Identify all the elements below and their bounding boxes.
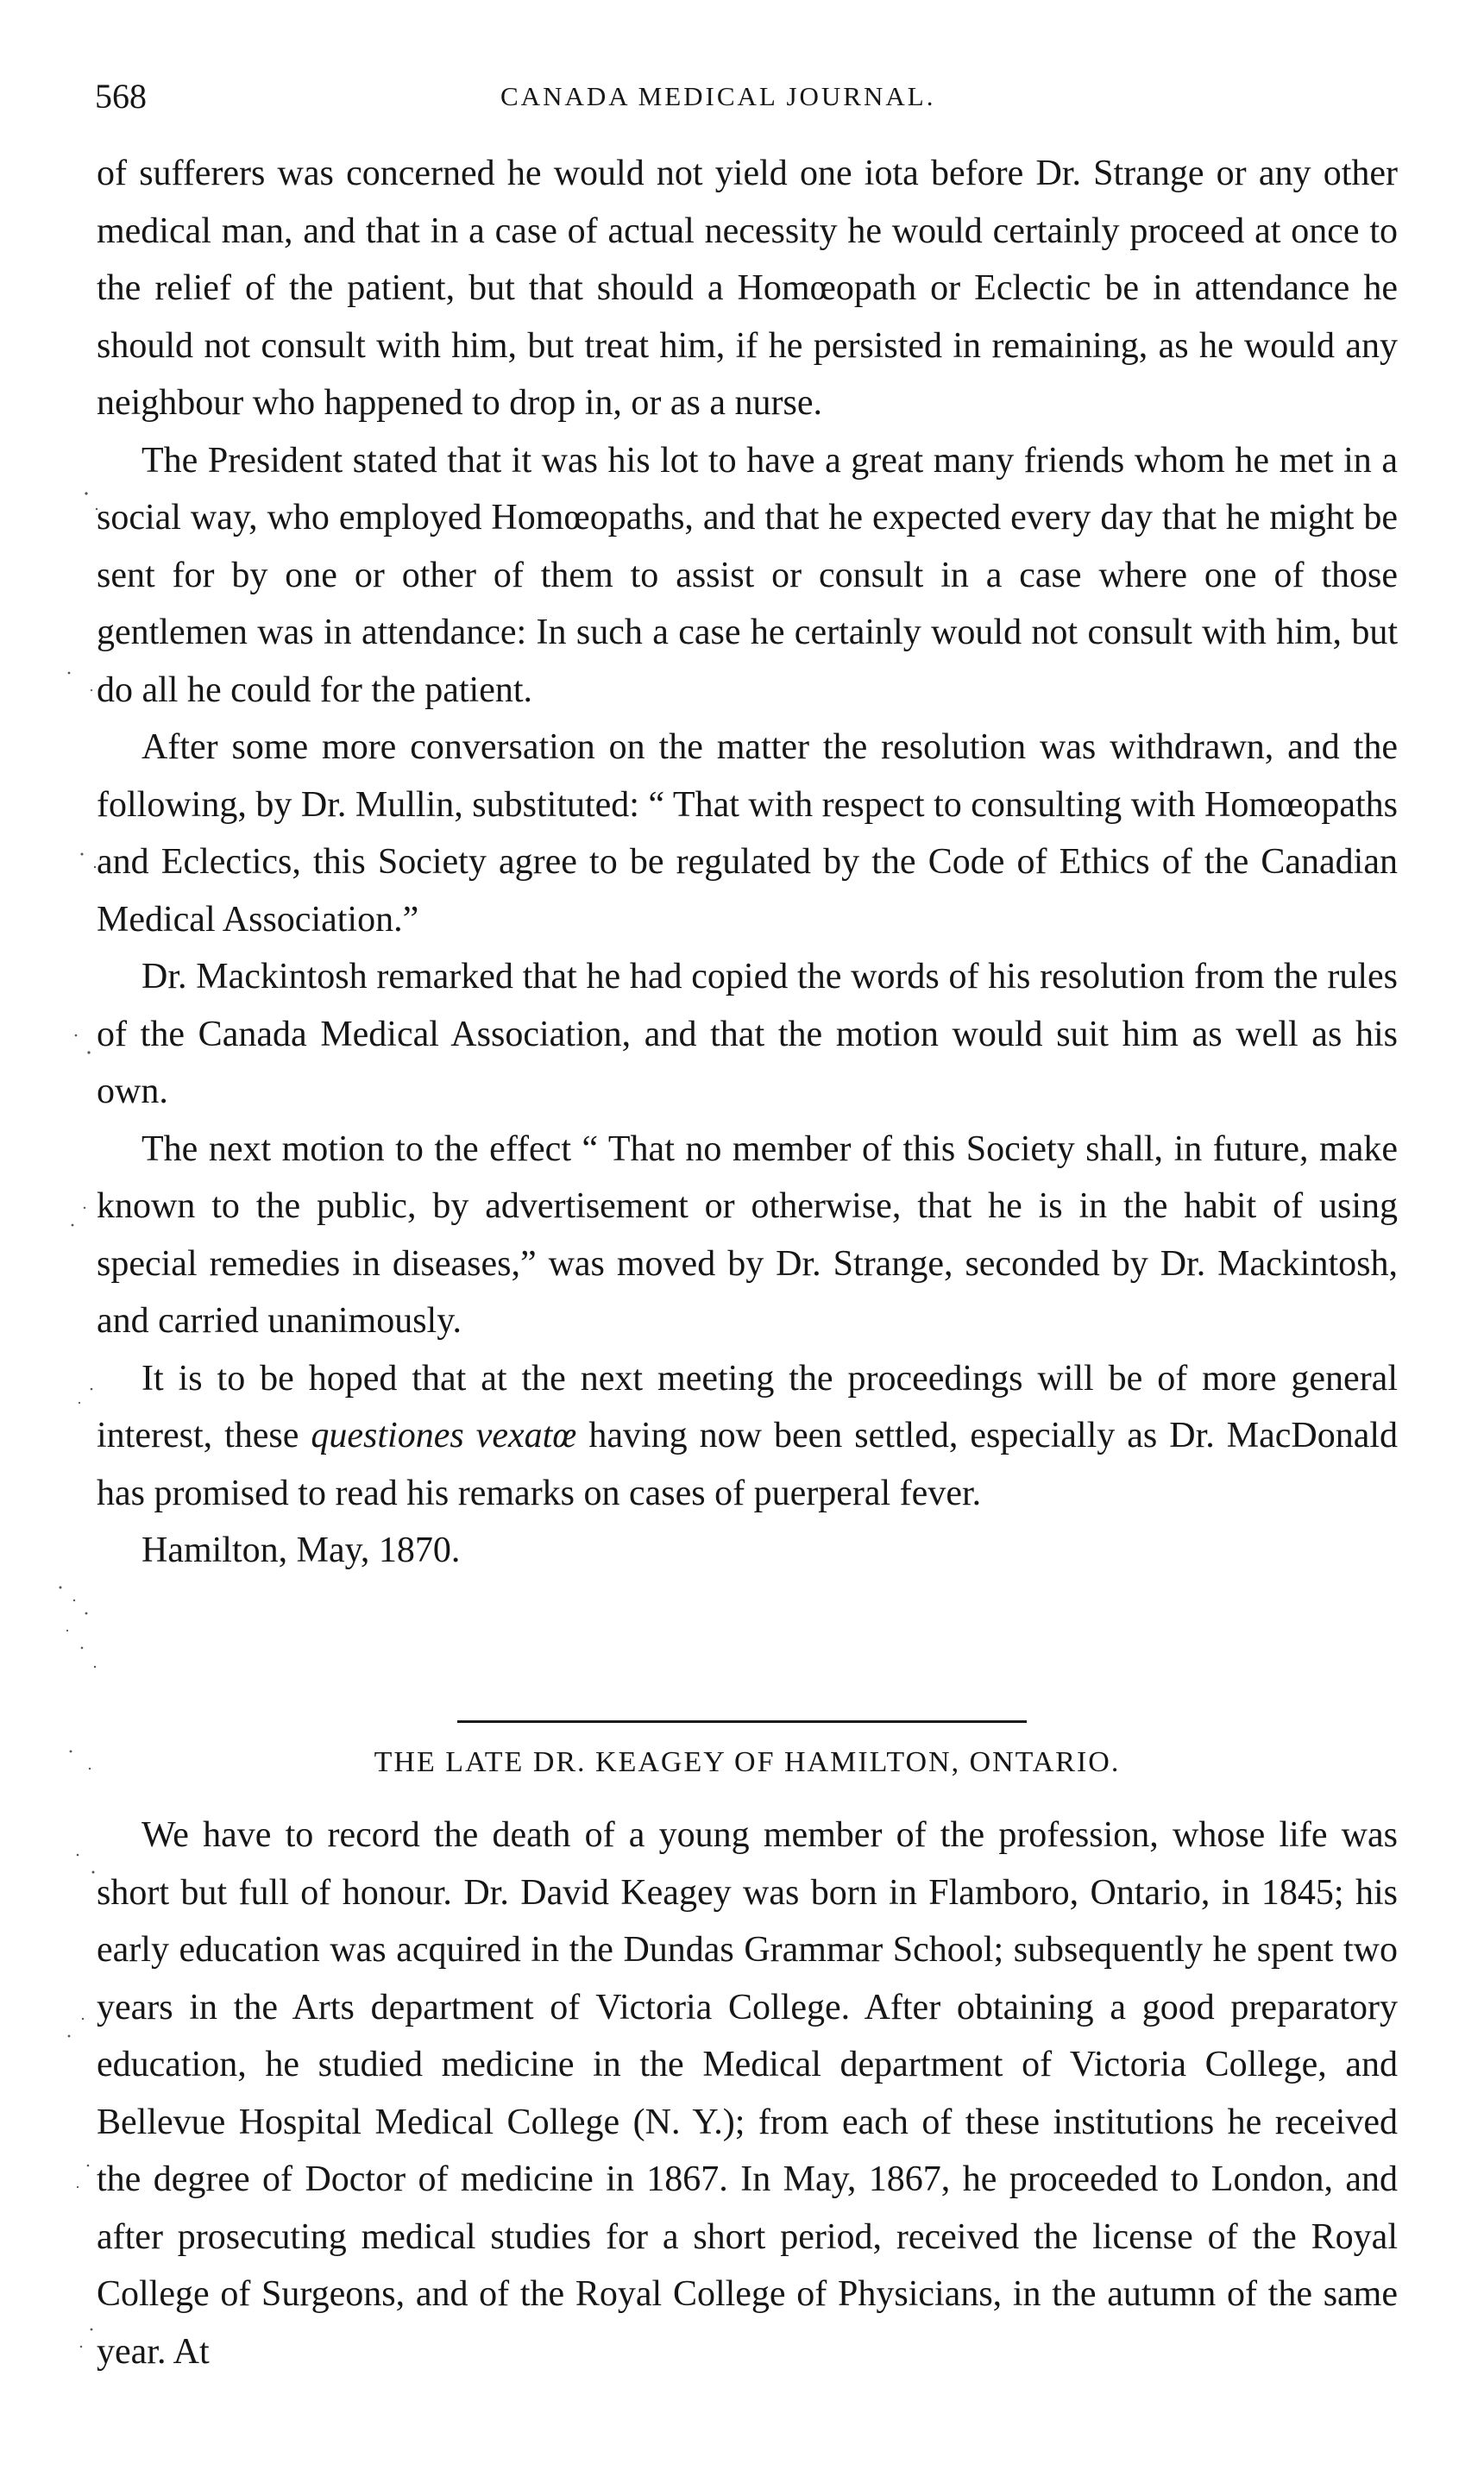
section-divider bbox=[457, 1720, 1027, 1723]
text-run: having now been settled, especially as Dr. MacDonald has promised to read his remarks on cases of puerperal fever. bbox=[97, 1416, 1399, 1513]
page-number: 568 bbox=[95, 77, 147, 116]
paragraph bbox=[97, 1350, 1398, 1523]
paragraph: The next motion to the effect “ That no member of this Society shall, in future, make known to the public, by advertisement or otherwise, that he is in the habit of using special remedies in diseases,” was moved by Dr. Strange, seconded by Dr. Mackintosh, and carried unanimously. bbox=[97, 1128, 1398, 1341]
section-heading: THE LATE DR. KEAGEY OF HAMILTON, ONTARIO. bbox=[374, 1746, 1121, 1778]
article-obituary bbox=[97, 1807, 1398, 2380]
latin-phrase: questiones vexatœ bbox=[311, 1416, 577, 1455]
dateline: Hamilton, May, 1870. bbox=[141, 1531, 461, 1570]
paragraph: of sufferers was concerned he would not yield one iota before Dr. Strange or any other medical man, and that in a case of actual necessity he would certainly proceed at once to the relief of the patient, but that should a Homœopath or Eclectic be in attendance he should not consult with him, but treat him, if he persisted in remaining, as he would any neighbour who happened to drop in, or as a nurse. bbox=[97, 154, 1398, 423]
paragraph: The President stated that it was his lot to have a great many friends whom he met in a social way, who employed Homœopaths, and that he expected every day that he might be sent for by one or other of them to assist or consult in a case where one of those gentlemen was in attendance: In such a case he certainly would not consult with him, but do all he could for the patient. bbox=[97, 440, 1398, 710]
running-head: CANADA MEDICAL JOURNAL. bbox=[500, 81, 936, 111]
paragraph: After some more conversation on the matter the resolution was withdrawn, and the following, by Dr. Mullin, substituted: “ That with respect to consulting with Homœopaths and Eclectics, this Society agree to be regulated by the Code of Ethics of the Canadian Medical Association.” bbox=[97, 727, 1398, 940]
paragraph: We have to record the death of a young member of the profession, whose life was short but full of honour. Dr. David Keagey was born in Flamboro, Ontario, in 1845; his early education was acquired in the Dundas Grammar School; subsequently he spent two years in the Arts department of Victoria College. After obtaining a good preparatory education, he studied medicine in the Medical department of Victoria College, and Bellevue Hospital Medical College (N. Y.); from each of these institutions he received the degree of Doctor of medicine in 1867. In May, 1867, he proceeded to London, and after prosecuting medical studies for a short period, received the license of the Royal College of Surgeons, and of the Royal College of Physicians, in the autumn of the same year. At bbox=[97, 1815, 1398, 2372]
page-header bbox=[95, 76, 1424, 124]
text-run: It is to be hoped that at the next meeting the proceedings will be of more general interest, these bbox=[97, 1358, 1398, 1455]
article-meeting-report bbox=[97, 145, 1398, 1580]
paragraph: Dr. Mackintosh remarked that he had copied the words of his resolution from the rules of the Canada Medical Association, and that the motion would suit him as well as his own. bbox=[97, 957, 1398, 1111]
